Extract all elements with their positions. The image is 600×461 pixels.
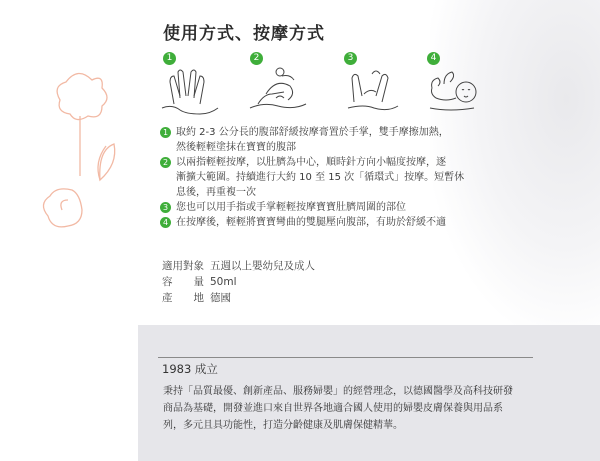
- instructions-list: [160, 125, 500, 230]
- instruction-2-continuation: 息後，再重複一次: [176, 187, 256, 198]
- spec-row: [162, 290, 315, 306]
- instruction-2: [160, 155, 500, 170]
- step-1-number: 1: [163, 52, 176, 65]
- brand-description-line: 秉持「品質最優、創新產品、服務婦嬰」的經營理念，以德國醫學及高科技研發: [163, 386, 513, 397]
- spec-row: [162, 258, 315, 274]
- instruction-1-continuation: 然後輕輕塗抹在寶寶的腹部: [176, 142, 296, 153]
- two-finger-massage-icon: [248, 64, 308, 116]
- instruction-1: [160, 125, 500, 140]
- hands-on-belly-icon: [160, 64, 220, 116]
- spec-row: [162, 274, 315, 290]
- floral-decoration: [40, 60, 130, 280]
- step-2-number: 2: [250, 52, 263, 65]
- instruction-4-text: 在按摩後，輕輕將寶寶彎曲的雙腿壓向腹部，有助於舒緩不適: [176, 217, 446, 228]
- instruction-3-number: 3: [160, 202, 171, 213]
- section-divider: [158, 357, 533, 358]
- brand-description-line: 商品為基礎，開發並進口來自世界各地適合國人使用的婦嬰皮膚保養與用品系: [163, 403, 503, 414]
- instruction-1-number: 1: [160, 127, 171, 138]
- spec-label: 容 量: [162, 276, 204, 288]
- spec-label: 產 地: [162, 292, 204, 304]
- spec-label: 適用對象: [162, 260, 204, 272]
- spec-value: 50ml: [210, 276, 237, 288]
- instruction-2-text: 以兩指輕輕按摩，以肚臍為中心，順時針方向小幅度按摩，逐: [176, 157, 446, 168]
- page-title: 使用方式、按摩方式: [163, 24, 325, 44]
- instruction-4-number: 4: [160, 217, 171, 228]
- baby-legs-bend-icon: [424, 64, 484, 116]
- spec-value: 德國: [210, 292, 231, 304]
- fingers-massage-icon: [342, 64, 402, 116]
- product-specs: [162, 258, 315, 306]
- brand-description: [163, 383, 543, 434]
- instruction-3: [160, 200, 500, 215]
- instruction-4: [160, 215, 500, 230]
- step-3-number: 3: [344, 52, 357, 65]
- instruction-2-number: 2: [160, 157, 171, 168]
- step-4-number: 4: [427, 52, 440, 65]
- instruction-3-text: 您也可以用手指或手掌輕輕按摩寶寶肚臍周圍的部位: [176, 202, 406, 213]
- instruction-1-text: 取約 2-3 公分長的腹部舒緩按摩膏置於手掌，雙手摩擦加熱，: [176, 127, 449, 138]
- instruction-2-continuation: 漸擴大範圍。持續進行大約 10 至 15 次「循環式」按摩。短暫休: [176, 172, 465, 183]
- spec-value: 五週以上嬰幼兒及成人: [210, 260, 315, 272]
- established-year: 1983 成立: [162, 362, 218, 376]
- brand-description-line: 列，多元且具功能性，打造分齡健康及肌膚保健精華。: [163, 420, 403, 431]
